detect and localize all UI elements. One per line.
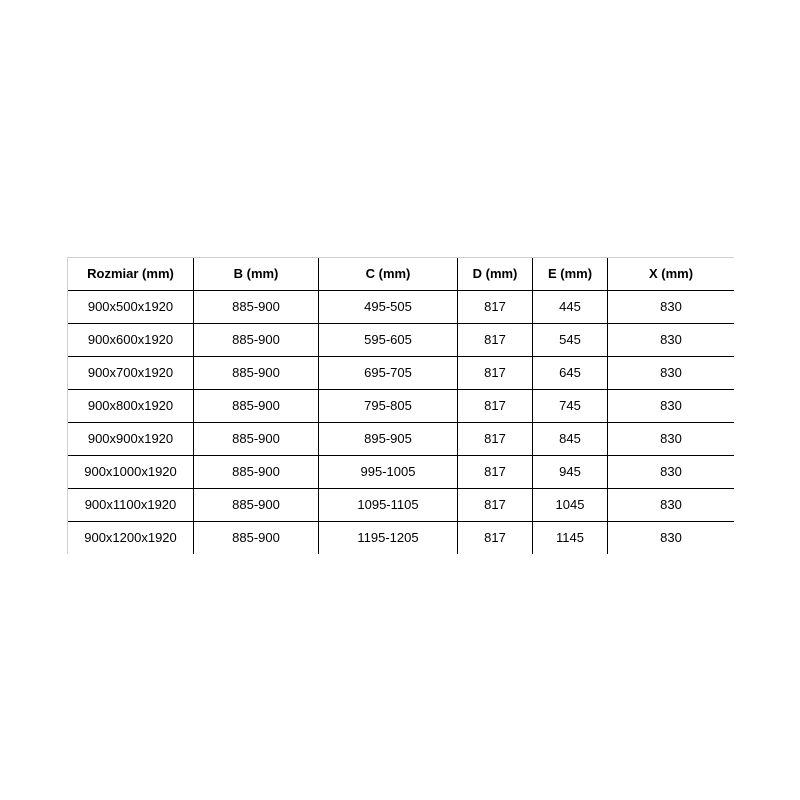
table-header [68, 258, 734, 291]
table-cell: 995-1005 [319, 456, 458, 489]
table-cell: 900x1000x1920 [68, 456, 194, 489]
table-cell: 900x800x1920 [68, 390, 194, 423]
table-body [68, 291, 734, 554]
table-row [68, 324, 734, 357]
table-cell: 817 [458, 390, 533, 423]
table-cell: 885-900 [194, 291, 319, 324]
table-cell: 695-705 [319, 357, 458, 390]
table-cell: 745 [533, 390, 608, 423]
table-cell: 817 [458, 357, 533, 390]
table-row [68, 423, 734, 456]
table-cell: 830 [608, 324, 734, 357]
table-cell: 945 [533, 456, 608, 489]
table-cell: 1195-1205 [319, 522, 458, 554]
table-cell: 830 [608, 390, 734, 423]
table-cell: 885-900 [194, 522, 319, 554]
table-cell: 900x1100x1920 [68, 489, 194, 522]
table-cell: 885-900 [194, 357, 319, 390]
table-row [68, 456, 734, 489]
column-header-2: B (mm) [194, 258, 319, 291]
table-cell: 817 [458, 456, 533, 489]
table-cell: 817 [458, 324, 533, 357]
table-cell: 830 [608, 456, 734, 489]
table-cell: 495-505 [319, 291, 458, 324]
table-cell: 830 [608, 522, 734, 554]
table-cell: 1045 [533, 489, 608, 522]
table-cell: 817 [458, 522, 533, 554]
header-row [68, 258, 734, 291]
table-cell: 795-805 [319, 390, 458, 423]
dimensions-table [67, 257, 734, 554]
table-cell: 830 [608, 357, 734, 390]
table-cell: 830 [608, 489, 734, 522]
table-cell: 817 [458, 423, 533, 456]
table-cell: 595-605 [319, 324, 458, 357]
column-header-5: E (mm) [533, 258, 608, 291]
table-cell: 1095-1105 [319, 489, 458, 522]
table-cell: 545 [533, 324, 608, 357]
column-header-1: Rozmiar (mm) [68, 258, 194, 291]
table-cell: 885-900 [194, 324, 319, 357]
table-cell: 885-900 [194, 390, 319, 423]
table-row [68, 390, 734, 423]
table-cell: 830 [608, 423, 734, 456]
table-cell: 817 [458, 489, 533, 522]
table-cell: 885-900 [194, 456, 319, 489]
column-header-4: D (mm) [458, 258, 533, 291]
table-cell: 900x700x1920 [68, 357, 194, 390]
table-row [68, 357, 734, 390]
table-cell: 645 [533, 357, 608, 390]
table-cell: 830 [608, 291, 734, 324]
table-cell: 900x600x1920 [68, 324, 194, 357]
table-cell: 845 [533, 423, 608, 456]
table-cell: 1145 [533, 522, 608, 554]
table-cell: 900x1200x1920 [68, 522, 194, 554]
table-cell: 445 [533, 291, 608, 324]
column-header-6: X (mm) [608, 258, 734, 291]
table-cell: 817 [458, 291, 533, 324]
table-cell: 900x500x1920 [68, 291, 194, 324]
table-cell: 900x900x1920 [68, 423, 194, 456]
table-cell: 885-900 [194, 489, 319, 522]
column-header-3: C (mm) [319, 258, 458, 291]
table-row [68, 291, 734, 324]
table-row [68, 489, 734, 522]
table-cell: 885-900 [194, 423, 319, 456]
table-cell: 895-905 [319, 423, 458, 456]
table-row [68, 522, 734, 554]
